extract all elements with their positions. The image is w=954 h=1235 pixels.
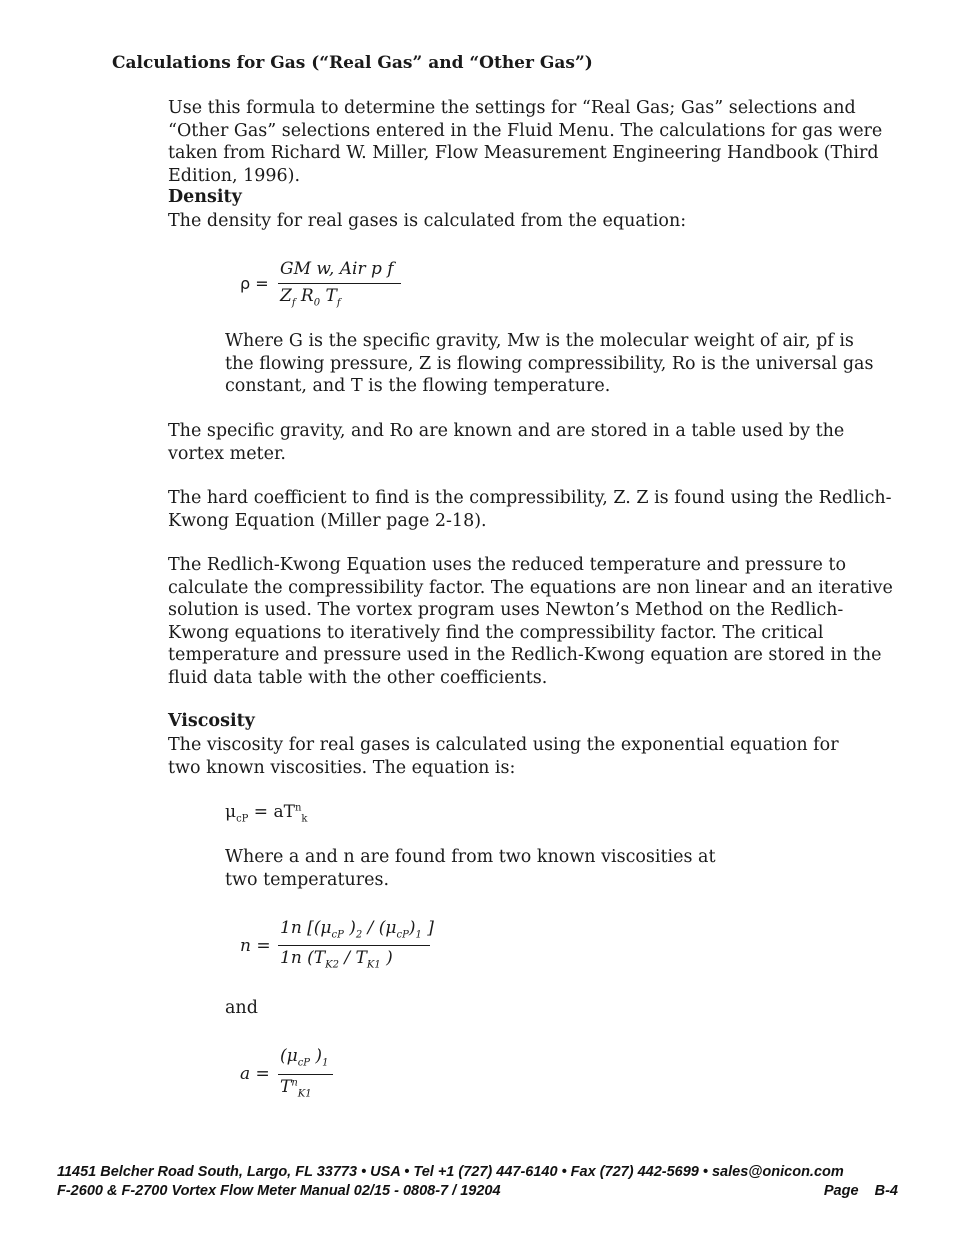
density-paragraph-3: The Redlich-Kwong Equation uses the reduced temperature and pressure to calculate the compressibility factor. The equations are non linear and an iterative solution is used. The vortex program uses Newton’s Method on the Redlich-Kwong equations to iteratively find the compressibility factor. The critical temperature and pressure used in the Redlich-Kwong equation are stored in the fluid data table with the other coefficients.	[168, 555, 893, 688]
viscosity-equation: $\mu_{cP} = aT^n_k$	[225, 802, 308, 825]
intro-paragraph: Use this formula to determine the settings for “Real Gas; Gas” selections and “Other Gas” selections entered in the Fluid Menu. The calculations for gas were taken from Richard W. Miller, Flow Measurement Engineering Handbook (Third Edition, 1996).	[168, 98, 883, 186]
footer-address: 11451 Belcher Road South, Largo, FL 33773 • USA • Tel +1 (727) 447-6140 • Fax (727) 442-5699 • sales@onicon.com	[57, 1164, 844, 1180]
density-paragraph-2: The hard coefficient to find is the compressibility, Z. Z is found using the Redlich-Kwong Equation (Miller page 2-18).	[168, 488, 892, 531]
n-eq-denominator: 1n ($T_{K2} / T_{K1}$ )	[280, 948, 393, 971]
and-text: and	[225, 998, 258, 1018]
fraction-bar	[278, 945, 430, 946]
density-lead: The density for real gases is calculated from the equation:	[168, 211, 687, 231]
viscosity-heading: Viscosity	[168, 711, 255, 731]
density-where: Where G is the specific gravity, Mw is the molecular weight of air, pf is the flowing pressure, Z is flowing compressibility, Ro is the universal gas constant, and T is the flowing temperature.	[225, 331, 874, 396]
density-eq-numerator: GM w, Air p f	[280, 259, 394, 279]
viscosity-where: Where a and n are found from two known viscosities at two temperatures.	[225, 847, 716, 890]
density-eq-denominator: $Z_f$ $R_0$ $T_f$	[280, 286, 341, 309]
n-eq-lhs: n =	[240, 936, 271, 956]
footer-page-number: Page B-4	[823, 1183, 898, 1199]
density-paragraph-1: The specific gravity, and Ro are known and are stored in a table used by the vortex meter.	[168, 421, 845, 464]
footer-manual: F-2600 & F-2700 Vortex Flow Meter Manual 02/15 - 0808-7 / 19204	[57, 1183, 501, 1199]
viscosity-lead: The viscosity for real gases is calculated using the exponential equation for two known viscosities. The equation is:	[168, 735, 839, 778]
density-eq-lhs: ρ =	[240, 274, 269, 293]
section-title: Calculations for Gas (“Real Gas” and “Other Gas”)	[112, 53, 593, 73]
a-eq-numerator: ($\mu_{cP}$ )$_1$	[280, 1046, 329, 1069]
density-heading: Density	[168, 187, 242, 207]
fraction-bar	[278, 283, 401, 284]
n-eq-numerator: 1n [($\mu_{cP}$ )$_2 / (\mu_{cP})_1$ ]	[280, 918, 434, 941]
a-eq-denominator: $T^n_{K1}$	[280, 1077, 312, 1100]
fraction-bar	[278, 1074, 333, 1075]
a-eq-lhs: a =	[240, 1064, 270, 1084]
